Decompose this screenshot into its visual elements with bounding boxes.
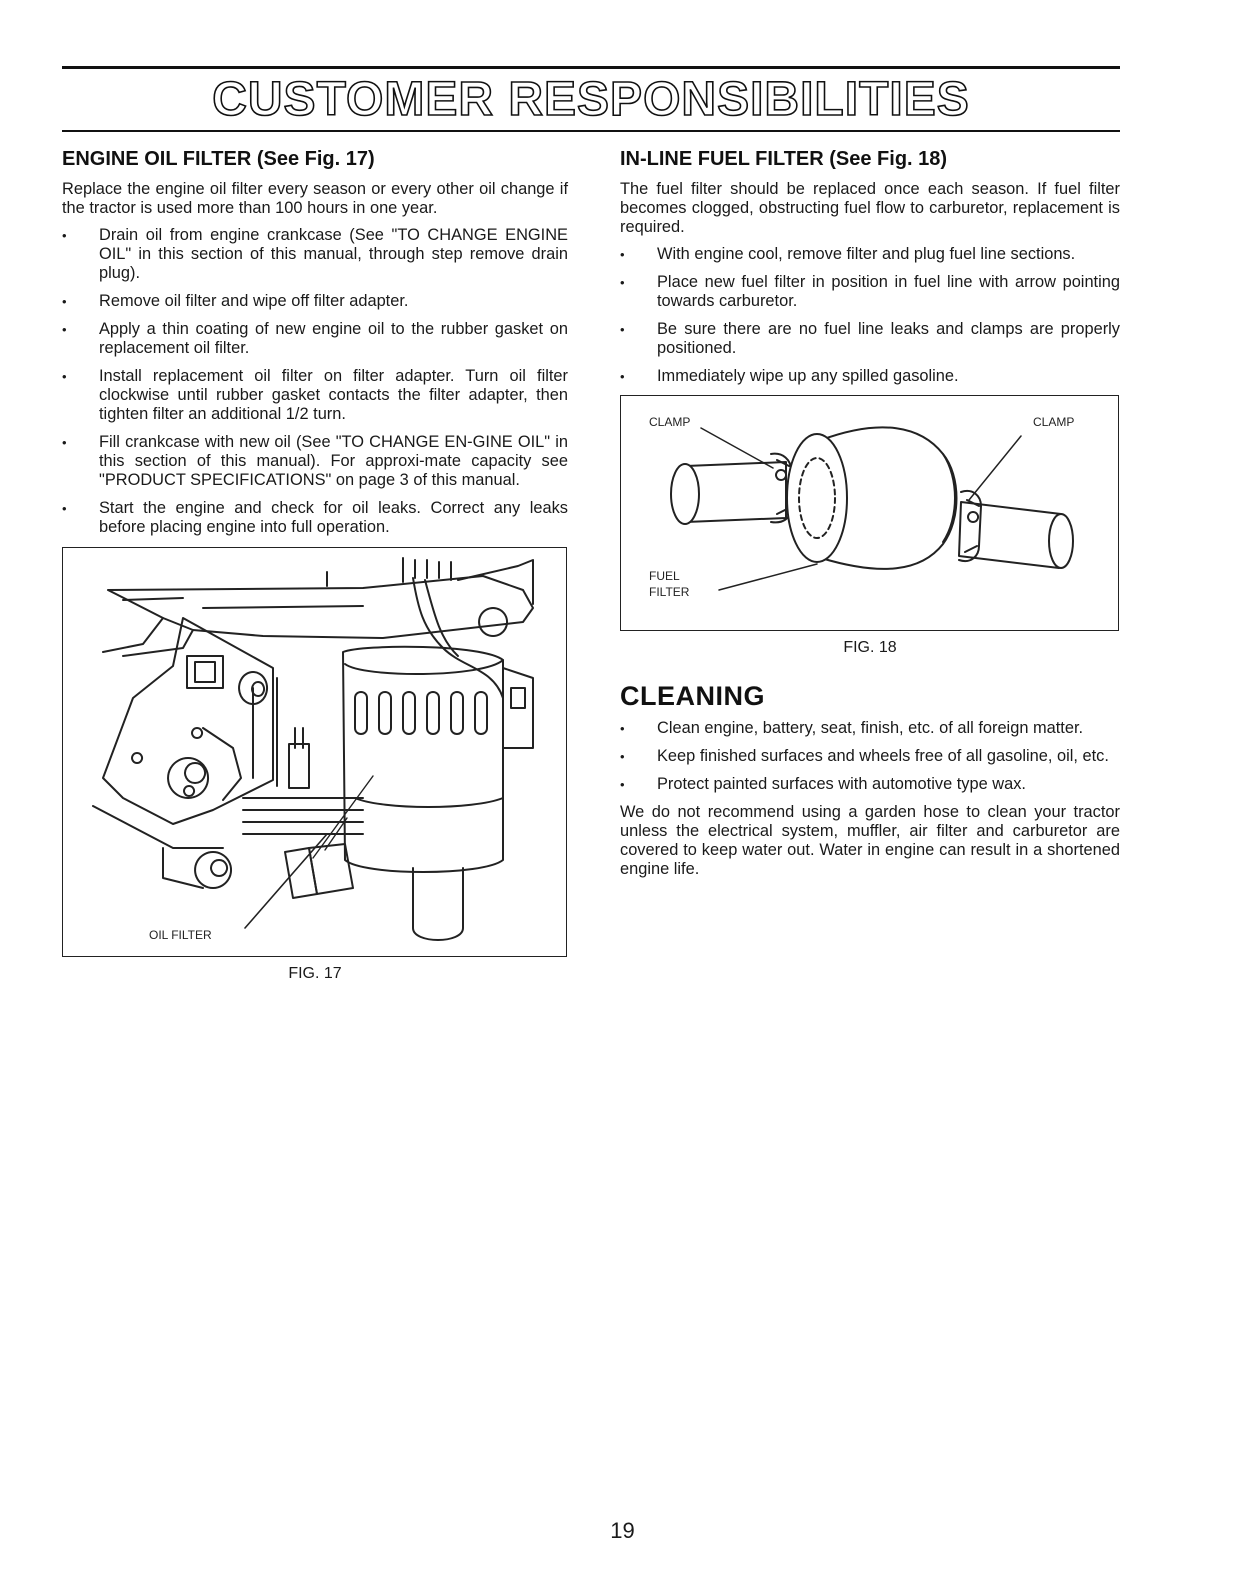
- oil-filter-label: OIL FILTER: [149, 928, 212, 942]
- figure-18-frame: [620, 395, 1119, 631]
- header-rule-bottom: [62, 130, 1120, 132]
- section-intro: Replace the engine oil filter every season or every other oil change if the tractor is used more than 100 hours in one year.: [62, 180, 568, 217]
- page-title: CUSTOMER RESPONSIBILITIES: [212, 73, 970, 126]
- engine-oil-filter-section: [62, 146, 568, 983]
- instruction-list: [62, 226, 568, 537]
- instruction-list: [620, 245, 1120, 386]
- list-item: • Place new fuel filter in position in fuel line with arrow pointing towards carburetor.: [620, 273, 1120, 311]
- list-item: • Start the engine and check for oil leaks. Correct any leaks before placing engine into full operation.: [62, 499, 568, 537]
- section-heading: ENGINE OIL FILTER (See Fig. 17): [62, 148, 375, 170]
- list-item: • Be sure there are no fuel line leaks and clamps are properly positioned.: [620, 320, 1120, 358]
- fuel-filter-illustration: [621, 396, 1118, 630]
- fuel-label: FUEL: [649, 569, 680, 583]
- list-item: • Install replacement oil filter on filter adapter. Turn oil filter clockwise until rubber gasket contacts the filter adapter, then tighten filter an additional 1/2 turn.: [62, 367, 568, 424]
- section-heading: IN-LINE FUEL FILTER (See Fig. 18): [620, 148, 948, 170]
- list-item: • Clean engine, battery, seat, finish, etc. of all foreign matter.: [620, 719, 1120, 738]
- list-item: • With engine cool, remove filter and plug fuel line sections.: [620, 245, 1120, 264]
- figure-17-caption: FIG. 17: [288, 965, 342, 982]
- cleaning-heading: CLEANING: [620, 681, 765, 711]
- in-line-fuel-filter-section: [620, 146, 1120, 887]
- list-item: • Keep finished surfaces and wheels free of all gasoline, oil, etc.: [620, 747, 1120, 766]
- filter-label: FILTER: [649, 585, 690, 599]
- figure-17-frame: [62, 547, 567, 957]
- page-number: 19: [610, 1518, 635, 1543]
- list-item: • Fill crankcase with new oil (See "TO CHANGE EN-GINE OIL" in this section of this manual). For approxi-mate capacity see "PRODUCT SPECIFICATIONS" on page 3 of this manual.: [62, 433, 568, 490]
- figure-18-caption: FIG. 18: [843, 639, 897, 656]
- section-intro: The fuel filter should be replaced once each season. If fuel filter becomes clogged, obstructing fuel flow to carburetor, replacement is required.: [620, 180, 1120, 236]
- list-item: • Immediately wipe up any spilled gasoline.: [620, 367, 1120, 386]
- engine-oil-filter-illustration: [63, 548, 566, 956]
- list-item: • Apply a thin coating of new engine oil to the rubber gasket on replacement oil filter.: [62, 320, 568, 358]
- clamp-right-label: CLAMP: [1033, 415, 1075, 429]
- cleaning-paragraph: We do not recommend using a garden hose to clean your tractor unless the electrical system, muffler, air filter and carburetor are covered to keep water out. Water in engine can result in a shortened engine life.: [620, 803, 1120, 878]
- clamp-left-label: CLAMP: [649, 415, 691, 429]
- cleaning-list: [620, 719, 1120, 794]
- list-item: • Drain oil from engine crankcase (See "TO CHANGE ENGINE OIL" in this section of this manual, through step remove drain plug).: [62, 226, 568, 283]
- cleaning-section: [620, 679, 1120, 879]
- list-item: • Protect painted surfaces with automotive type wax.: [620, 775, 1120, 794]
- list-item: • Remove oil filter and wipe off filter adapter.: [62, 292, 568, 311]
- header-rule-top: [62, 66, 1120, 69]
